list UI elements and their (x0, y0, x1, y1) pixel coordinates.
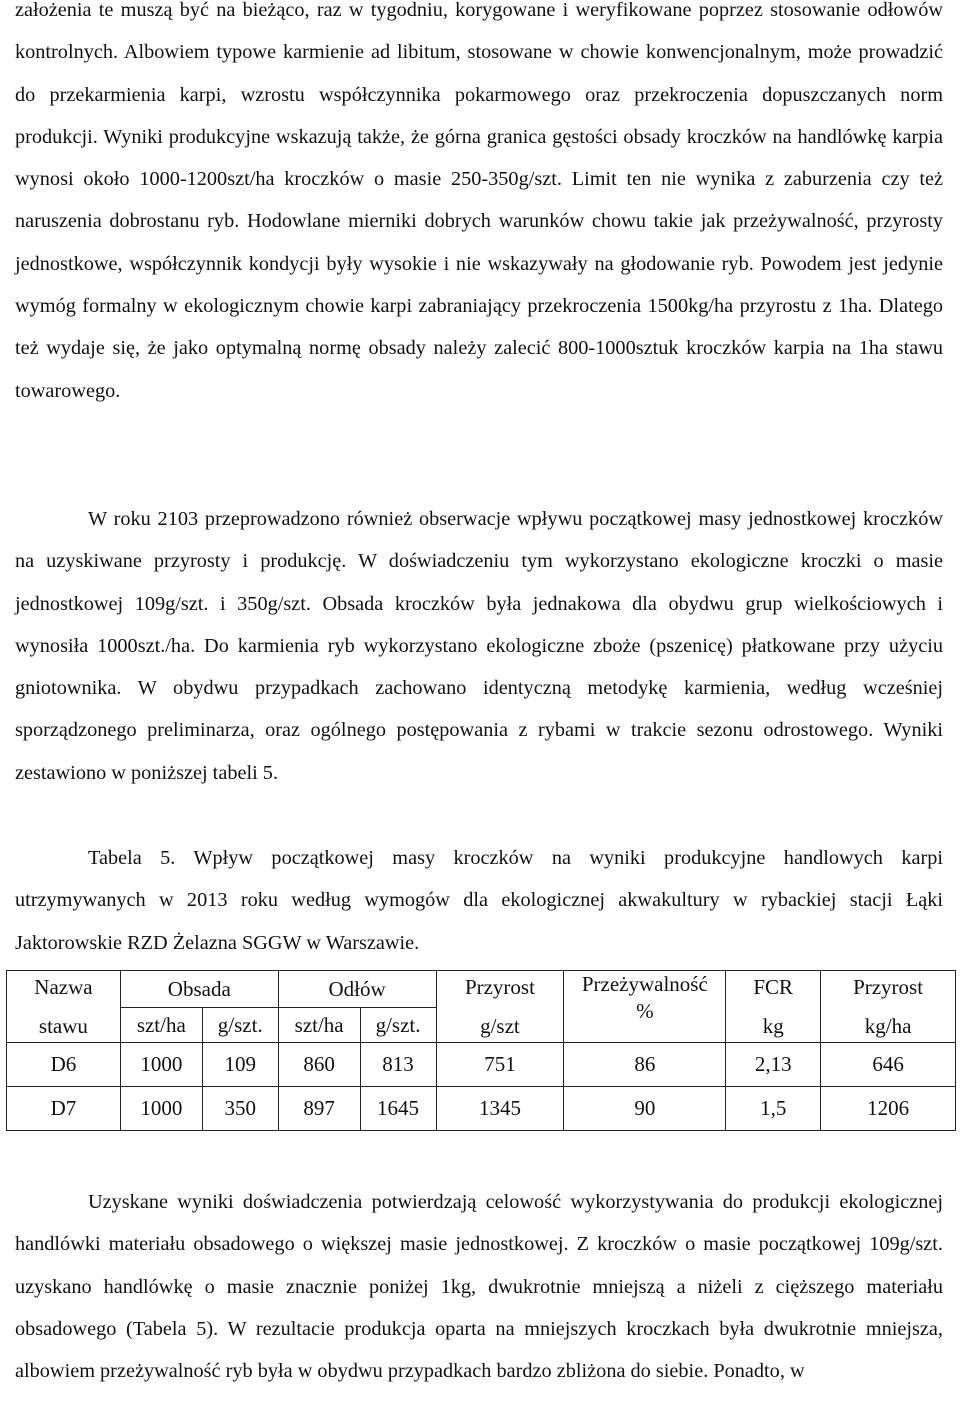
header-stawu-text: stawu (38, 1013, 88, 1038)
header-fcr-text: FCR (753, 974, 794, 999)
paragraph-feeding-norms: założenia te muszą być na bieżąco, raz w tygodniu, korygowane i weryfikowane poprzez stosowanie odłowów kontrolnych. Albowiem typowe karmienie ad libitum, stosowane w chowie konwencjonalnym, może prowadzić do przekarmienia karpi, wzrostu współczynnika pokarmowego oraz przekroczenia dopuszczanych norm produkcji. Wyniki produkcyjne wskazują także, że górna granica gęstości obsady kroczków na handlówkę karpia wynosi około 1000-1200szt/ha kroczków o masie 250-350g/szt. Limit ten nie wynika z zaburzenia czy też naruszenia dobrostanu ryb. Hodowlane mierniki dobrych warunków chowu takie jak przeżywalność, przyrosty jednostkowe, współczynnik kondycji były wysokie i nie wskazywały na głodowanie ryb. Powodem jest jedynie wymóg formalny w ekologicznym chowie karpi zabraniający przekroczenia 1500kg/ha przyrostu z 1ha. Dlatego też wydaje się, że jako optymalną normę obsady należy zalecić 800-1000sztuk kroczków karpia na 1ha stawu towarowego. (15, 0, 943, 402)
header-nazwa-text: Nazwa (34, 974, 93, 999)
header-fcr (726, 971, 821, 1043)
paragraph-results-discussion: Uzyskane wyniki doświadczenia potwierdzają celowość wykorzystywania do produkcji ekologicznej handlówki materiału obsadowego o większej masie jednostkowej. Z kroczków o masie początkowej 109g/szt. uzyskano handlówkę o masie znacznie poniżej 1kg, dwukrotnie mniejszą a niżeli z cięższego materiału obsadowego (Tabela 5). W rezultacie produkcja oparta na mniejszych kroczkach była dwukrotnie mniejsza, albowiem przeżywalność ryb była w obydwu przypadkach bardzo zbliżona do siebie. Ponadto, w (15, 1191, 943, 1383)
cell-obsada-g-szt: 350 (202, 1087, 278, 1131)
cell-odlow-szt-ha: 860 (278, 1043, 360, 1087)
cell-nazwa: D7 (7, 1087, 121, 1131)
header-przyrost-ha (821, 971, 956, 1043)
cell-odlow-g-szt: 813 (360, 1043, 436, 1087)
table-row (7, 1043, 956, 1087)
table-caption: Tabela 5. Wpływ początkowej masy kroczków na wyniki produkcyjne handlowych karpi utrzymywanych w 2013 roku według wymogów dla ekologicznej akwakultury w rybackiej stacji Łąki Jaktorowskie RZD Żelazna SGGW w Warszawie. (15, 847, 943, 954)
header-fcr-unit: kg (762, 1013, 784, 1038)
header-przyrost-unit: g/szt (480, 1013, 520, 1038)
table-row (7, 1087, 956, 1131)
cell-nazwa: D6 (7, 1043, 121, 1087)
cell-obsada-szt-ha: 1000 (120, 1043, 202, 1087)
header-obsada: Obsada (120, 971, 278, 1008)
cell-przyrost: 1345 (436, 1087, 564, 1131)
header-obsada-szt-ha: szt/ha (120, 1008, 202, 1043)
cell-obsada-g-szt: 109 (202, 1043, 278, 1087)
cell-odlow-szt-ha: 897 (278, 1087, 360, 1131)
cell-przezywalnosc: 90 (564, 1087, 726, 1131)
header-przezywalnosc (564, 971, 726, 1043)
header-przyrost-ha-text: Przyrost (853, 974, 924, 999)
header-przyrost (436, 971, 564, 1043)
header-przezywalnosc-text: Przeżywalność (581, 971, 708, 996)
header-przezywalnosc-unit: % (636, 998, 654, 1023)
paragraph-experiment-description: W roku 2103 przeprowadzono również obserwacje wpływu początkowej masy jednostkowej kroczków na uzyskiwane przyrosty i produkcję. W doświadczeniu tym wykorzystano ekologiczne kroczki o masie jednostkowej 109g/szt. i 350g/szt. Obsada kroczków była jednakowa dla obydwu grup wielkościowych i wynosiła 1000szt./ha. Do karmienia ryb wykorzystano ekologiczne zboże (pszenicę) płatkowane przy użyciu gniotownika. W obydwu przypadkach zachowano identyczną metodykę karmienia, według wcześniej sporządzonego preliminarza, oraz ogólnego postępowania z rybami w trakcie sezonu odrostowego. Wyniki zestawiono w poniższej tabeli 5. (15, 508, 943, 784)
header-odlow-szt-ha: szt/ha (278, 1008, 360, 1043)
cell-fcr: 2,13 (726, 1043, 821, 1087)
header-przyrost-text: Przyrost (464, 974, 535, 999)
cell-obsada-szt-ha: 1000 (120, 1087, 202, 1131)
cell-fcr: 1,5 (726, 1087, 821, 1131)
cell-odlow-g-szt: 1645 (360, 1087, 436, 1131)
cell-przyrost: 751 (436, 1043, 564, 1087)
header-odlow: Odłów (278, 971, 436, 1008)
header-obsada-g-szt: g/szt. (202, 1008, 278, 1043)
table-header-row (7, 971, 956, 1008)
cell-przezywalnosc: 86 (564, 1043, 726, 1087)
cell-przyrost-ha: 1206 (821, 1087, 956, 1131)
results-table (6, 970, 956, 1131)
header-nazwa-stawu (7, 971, 121, 1043)
cell-przyrost-ha: 646 (821, 1043, 956, 1087)
header-odlow-g-szt: g/szt. (360, 1008, 436, 1043)
header-przyrost-ha-unit: kg/ha (864, 1013, 912, 1038)
